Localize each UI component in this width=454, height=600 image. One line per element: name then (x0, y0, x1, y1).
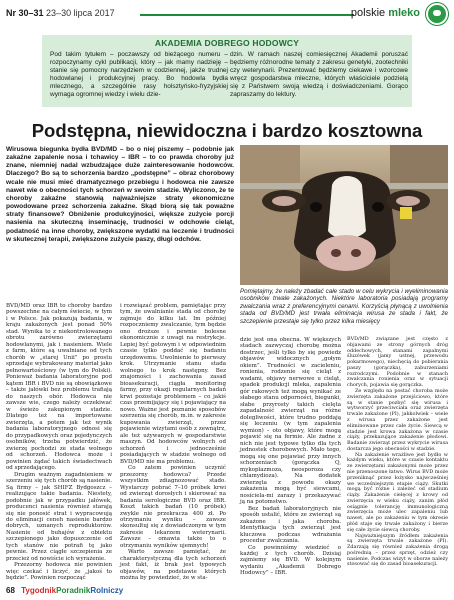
publication-title-part1: Tygodnik (21, 586, 57, 595)
paragraph: Warto zawsze pamiętać, że charakterystyczną dla tych schorzeń jest fakt, iż brak jest typowych objawów, na podstawie których można by powiedzieć, że w sta- (120, 549, 226, 582)
paragraph: Bez badań laboratoryjnych nie sposób ustalić, które ze zwierząt są zakażone i jaka choroba. Identyfikacja tych zwierząt jest kluczowa podczas wdrażania procedur zwalczania. (240, 505, 341, 545)
brand-accent: mleko (388, 7, 420, 19)
publication-title-part3: Rolniczy (90, 586, 124, 595)
photo-caption: Pomiętajmy, że należy zbadać całe stado w celu wykrycia i wyeliminowania osobników trwale zakażonych. Niektóre laboratoria posiadają programy zwalczania wraz z preferencyjnymi cenami. Korzyścią płynącą z uwolnienia stada od BVD/MD jest trwała eliminacja wirusa ze stada i fakt, że szczepienie przestaje się tylko przez kilka miesięcy (240, 288, 448, 325)
page-number: 68 (6, 586, 15, 595)
page-footer (6, 586, 123, 596)
issue-date: 23–30 lipca 2017 (46, 8, 115, 18)
cow-photo (240, 145, 448, 285)
paragraph: Na zakażenie wrażliwe jest bydło w każdym wieku, które w czasie kontaktu ze zwierzętami zakażonymi może przez nie przenoszone łatwo. Wirus BVD może przeniknąć przez łożysko najwcześniej we wcześniejszym etapie ciąży. Skutki mogą być różne i zależeć od stadium ciąży. Zakażenie cielęcej z krowy od zwierzęcia w wieku ciąży, zanim płód osiągnie tolerancję immunologiczną zwierzęcia może ulec zapaleniu lub nawet, ale po zakażeniu w tym okresie płód staje się trwale zakażony i bierze się całe życie siewcą choroby. (347, 451, 448, 533)
issue-info (6, 8, 115, 18)
academy-infobox (42, 35, 412, 107)
paragraph: Najważniejszym źródłem zakażenia są zwierzęta trwale zakażone (PI). Zdarzają się również zakażenia drogą pośrednią – przez sprzęt, odzież czy nasienie. Podczas wizyt w oborze należy stosować się do zasad bioasekuracji. (347, 532, 448, 568)
paragraph: dzie jest ona obecna. W większych stadach zazwyczaj chorobę można dostrzec, jeśli tylko by się powiedz objawów widocznych „gołym okiem”. Trudności w zacieleniu, ronienia, rodzenie się cieląt z wadami, objawy nerwowe u cieląt, spadek produkcji mleka, zapalenia gór rakowych też mogą wynikać ze słabego stanu odporności, biegunki, słabe przyrosty takich cielęta zapadalność zwierząt na różne dolegliwości, które trudno poddają się leczeniu (w tym zapalenia wymion) – oto objawy, które mogą pojawić się na fermie. Ale żadne z nich nie jest typowe tylko dla tych jednostek chorobowych. Mało tego, mogą się one pojawiać przy innych schorzeniach (gorączka Q, mykoplazmoza, neosporoza czy chlamydioza). Na dodatek zwierzęta z powodu okazy zakażenia mogą być siewcami, nosiciela-mi zarazy i przekazywać ją na potomstwo. (240, 337, 341, 506)
paragraph: Co powinniśmy wiedzieć o każdej z tych chorób. Dzisiaj zajmiemy się BVD. W kolejnym wydaniu „Akademii Dobrego Hodowcy” – IBR. (240, 544, 341, 577)
infobox-title: AKADEMIA DOBREGO HODOWCY (154, 38, 300, 48)
page-header (0, 0, 454, 36)
issue-number: Nr 30–31 (6, 8, 44, 18)
article-headline: Podstępna, niewidoczna i bardzo kosztowna (31, 120, 423, 141)
cow-logo-icon (426, 3, 448, 25)
paragraph: Przezorny hodowca nie powinien więc czekać i liczyć, że „jakoś to będzie”. Powinien rozpocząć (6, 562, 112, 582)
cow-photo-illustration (240, 145, 448, 285)
body-column-3 (240, 337, 341, 577)
body-column-4 (347, 337, 448, 568)
paragraph: Ze względu na postać choroba może zwierzęta zakażone przejściowo, które są w stanie pozbyć się wirusa i wytworzyć przeciwciała oraz zwierzęta trwale zakażone (PI), jakkolwiek – wiele z wirusa przez zakażone jest eliminowane przez całe życie. Siewcą w stadzie jest krowa zakażona w czasie ciąży, przekazujące zakażenie płodowi. Badanie zwierząt przez wykrycie wirusa dostarcza jego obecności w stadzie. (347, 388, 448, 452)
header-rule (140, 14, 354, 16)
publication-title-part2: Poradnik (56, 586, 91, 595)
paragraph: BVD/MD oraz IBR to choroby bardzo powszechne na całym świecie, w tym i w Polsce. Jak pokazują badania, w kraju zakażonych jest ponad 50% stad. Wynika to z niekontrolowanego obrotu zarówno zwierzętami hodowlanymi, jak i nasieniem. Wiele z farm, które są uwalniane od tych chorób w „starej Unii” po prostu sprzedaje wybrakowany materiał jako pełnowartościowy (w tym do Polski). Ponieważ badania laboratoryjne pod kątem IBR i BVD nie są obowiązkowe – także jałówki bez problemu trafiają do naszych obór. Hodowca nie zawsze wie, czego należy oczekiwać w świeżo zakupionym stadzie. Dlatego też na importowane zwierzęta, a potem jak też wynik badania laboratoryjnego odnosi się do przypadkowych oraz pojedynczych osobników, trzeba potwierdzić, że zwierzę pochodzi ze stada wolnego od schorzeń. Hodowca może i powinien żądać takich świadectwach od sprzedającego. (6, 303, 112, 472)
paragraph: Drugim ważnym zagadnieniem w szerzeniu się tych chorób są nasienie. Są firmy – jak SHIFZ Bydgoszcz – realizujące takie badania. Niestety, podobnie jak w przypadku jałówek, producenci nasienia również starają się nie ponosić strat i wypracowują do eliminacji ceneh nasienie bardzo dobrych, uznanych reproduktorów. Nasienie od buhajów z obiektu szczepionego jako dopuszczenie od tych stanów nie potrafi tę jako pewnie. Przez ciągłe szczepienia ze przecież od nowiście ich wyrażenie. (6, 471, 112, 562)
body-column-1 (6, 303, 112, 582)
infobox-text-left: Pod takim tytułem – poczawszy od bieżącego numeru – rozpoczynamy cykl publikacji, który – jak mamy nadzieję – stanie się pomocny narzędziem w codziennej, jakże trudnej hodowlanej i produkcyjnej pracy. Bo hodowla bydła mlecznego, a szczególnie rasy holsztyńsko-fryzyjskiej wymaga ogromnej wiedzy i wielu dzie- (50, 51, 228, 98)
paragraph: BVD/MD związane jest często z objawami ze strony górnych dróg oddechowych, stanami zapalnymi śluzówek (jamy ustnej, przewodu pokarmowego), niechęcią do pobierania paszy (gorączka), zaburzeniami rozrodczymi. Podobnie w stanach zwalczania ronienia oraz w sytuacji chorych, pojawia się gorączka. (347, 336, 448, 389)
body-column-2 (120, 303, 226, 582)
paragraph: i rozwiązać problem, pamiętając przy tym, że uwalnianie stada od choroby zajmuje do kilku lat. Im później rozpoczniemy zwalczanie, tym będzie ono droższe i pewnie bolesne ekonomicznie z uwagi na restrykcje. Lepiej być gotowym i w odpowiednim czasie tylko poddać się badaniu urzędowemu. Uwolnienie to pierwszy krok. Utrzymanie stanu stada wolnego to krok następny. Bez znajomości i zachowania zasad bioasekuracji, ciągła monitoring farmy, przy okazji regularnych badań krwi pozostaje problemem – co jakiś czas przemijający się i pojawiający na nowo. Ważne jest poznanie sposobów szerzenia się chorób, m.in. w zakresie kupowania zwierząt, przez pojawienie wizytami osób z zewnątrz, ale też używanych w gospodarstwie maszyn. Od hodowców wolnych od schorzeń i jednocześnie posiadających w stadzie wolnego od BVD/MD nie ma problemu. (120, 303, 227, 465)
brand-prefix: polskie (350, 7, 386, 19)
section-brand (351, 7, 420, 19)
article-lead: Wirusowa biegunka bydła BVD/MD – bo o niej piszemy – podobnie jak zakaźne zapalenie nosa i tchawicy – IBR – to co prawda choroby już znane, niemniej nadal wzbudzające duże zainteresowanie hodowców. Dlaczego? Bo są to schorzenia bardzo „podstępne” – obraz chorobowy wcale nie musi mieć dramatycznego przebiegu i hodowca nie zawsze nawet wie o obecności tych schorzeń w swoim stadzie. Wyliczono, że te choroby zakaźne stanowią najważniejsze straty ekonomiczne powodowane przez schorzenia zakaźne. Skąd biorą się tak poważne straty finansowe? Obniżenie produkcyjności, większe zużycie porcji nasienia na skuteczną inseminację, trudności w odchowie cieląt, podatność na inne choroby, zwiększone wydatki na leczenie i trudności w skutecznej terapii, zwiększone zużycie paszy, długi odchów. (6, 146, 234, 243)
paragraph: Co zatem powinien uczynić przezorny hodowca? Przede wszystkim zdiagnozować stado. Wystarczy pobrać 7–10 próbek krwi od zwierząt dorosłych i skierować na badania serologiczne BVD oraz IBR. Koszt takich badań (10 próbek) zwykle nie przekracza 400 zł. Po otrzymaniu wyniku – zawsze skonsultuj się z dowiadczonym w tym zakresie lekarzem weterynarii. Zawsze – omawia także to o otrzymaniu wyników ujemnych! (120, 465, 226, 549)
infobox-text-right: dzin. W ramach naszej comiesięcznej Akademii poruszać będziemy różnorodne tematy z zakresu genetyki, zootechniki czy weterynarii. Prezentować będziemy ciekawe i wzorcowe wręcz gospodarstwa mleczne, których właściciele podzielą się z Państwem swoją wiedzą i doświadczeniami. Gorąco zapraszamy do lektury. (230, 51, 408, 98)
